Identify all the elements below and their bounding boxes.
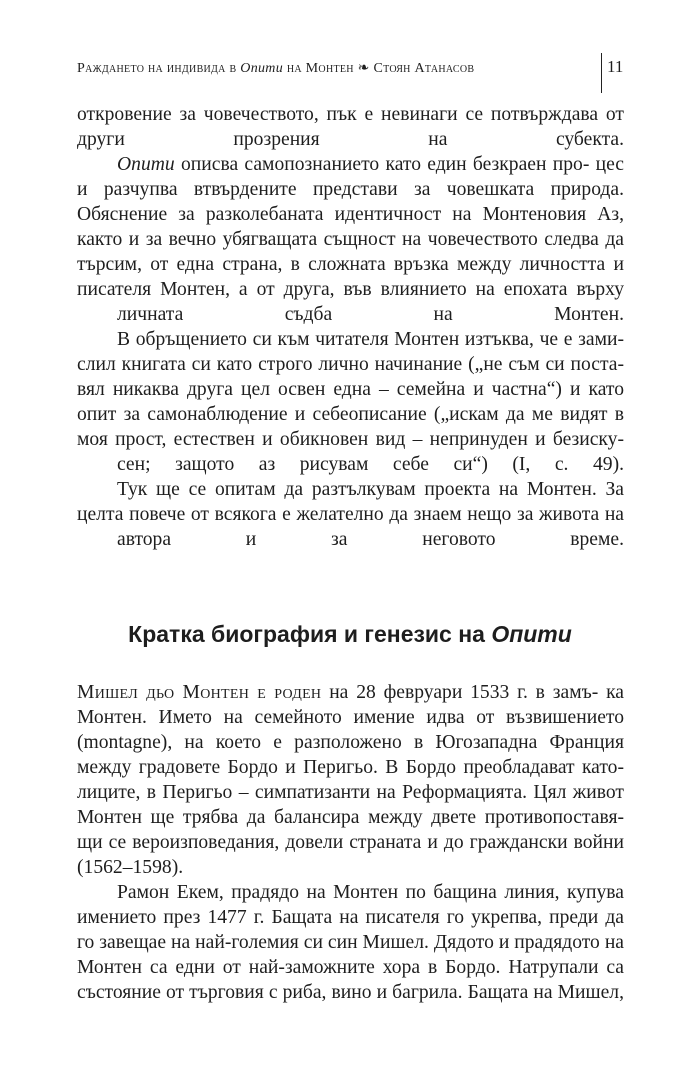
line: целта повече от всякога е желателно да знаем нещо за живота на (77, 504, 624, 525)
text-block-bottom (77, 680, 624, 1005)
line: моя прост, естествен и обикновен вид – непринуден и безиску- (77, 429, 624, 450)
italic-term: Опити (117, 154, 175, 175)
line: откровение за човечеството, пък е невинаги се потвърждава от (77, 104, 624, 125)
section-heading-italic: Опити (491, 621, 572, 647)
paragraph-2 (77, 152, 624, 327)
line: Обяснение за разколебаната идентичност на Монтеновия Аз, (77, 204, 624, 225)
header-author: Стоян Атанасов (373, 61, 475, 76)
header-divider (601, 53, 602, 93)
line: опит за самонаблюдение и себеописание („искам да ме видят в (77, 404, 624, 425)
line: автора и за неговото време. (117, 529, 624, 550)
text-block-top (77, 102, 624, 552)
line: описва самопознанието като един безкраен про- (180, 154, 590, 175)
line: други прозрения на субекта. (77, 129, 624, 150)
line: Рамон Екем, прадядо на Монтен по бащина линия, купува (117, 882, 624, 903)
running-header-title (77, 60, 474, 77)
header-title-end: на Монтен (286, 61, 354, 76)
line: на Монтен са едни от най-заможните хора в Бордо. Натрупали са (77, 932, 624, 978)
line: както и за вечно убягващата същност на човечеството следва (77, 229, 599, 250)
line: и писателя Монтен, а от друга, във влиянието на епохата върху (77, 254, 624, 300)
line: личната съдба на Монтен. (117, 304, 624, 325)
section-heading-text: Кратка биография и генезис на (128, 621, 485, 647)
paragraph-4 (77, 477, 624, 552)
line: вял никаква друга цел освен една – семейна и частна“) и като (77, 379, 624, 400)
line: (1562–1598). (77, 857, 184, 878)
section-heading (0, 621, 700, 648)
small-caps-lead: Мишел дьо Монтен е роден (77, 682, 322, 703)
running-header (77, 51, 624, 91)
paragraph-5 (77, 680, 624, 880)
header-title-italic: Опити (240, 61, 284, 76)
line: (montagne), на което е разположено в Югозападна Франция (77, 732, 624, 753)
paragraph-3 (77, 327, 624, 477)
line: на 28 февруари 1533 г. в замъ- (329, 682, 599, 703)
line: ка Монтен. Името на семейното имение идва от възвишението (77, 682, 624, 728)
line: Монтен ще трябва да балансира между двете противопоставя- (77, 807, 624, 828)
line: състояние от търговия с риба, вино и багрила. Бащата на Мишел, (77, 982, 624, 1003)
line: между градовете Бордо и Перигьо. В Бордо преобладават като- (77, 757, 624, 778)
paragraph-6 (77, 880, 624, 1005)
paragraph-1 (77, 102, 624, 152)
header-title-start: Раждането на индивида в (77, 61, 237, 76)
line: щи се вероизповедания, довели страната и до граждански войни (77, 832, 624, 853)
line: да търсим, от една страна, в сложната връзка между личността (77, 229, 624, 275)
header-ornament: ❧ (357, 61, 370, 76)
line: имението през 1477 г. Бащата на писателя го укрепва, преди да (77, 907, 624, 928)
line: лиците, в Перигьо – симпатизанти на Реформацията. Цял живот (77, 782, 624, 803)
line: го завещае на най-големия си син Мишел. Дядото и прадядото (77, 932, 600, 953)
line: Тук ще се опитам да разтълкувам проекта на Монтен. За (117, 479, 624, 500)
line: сен; защото аз рисувам себе си“) (I, с. 49). (117, 454, 624, 475)
line: В обръщението си към читателя Монтен изтъква, че е зами- (117, 329, 624, 350)
line: слил книгата си като строго лично начинание („не съм си поста- (77, 354, 624, 375)
page-number: 11 (607, 57, 624, 76)
line: цес и разчупва втвърдените представи за човешката природа. (77, 154, 625, 200)
